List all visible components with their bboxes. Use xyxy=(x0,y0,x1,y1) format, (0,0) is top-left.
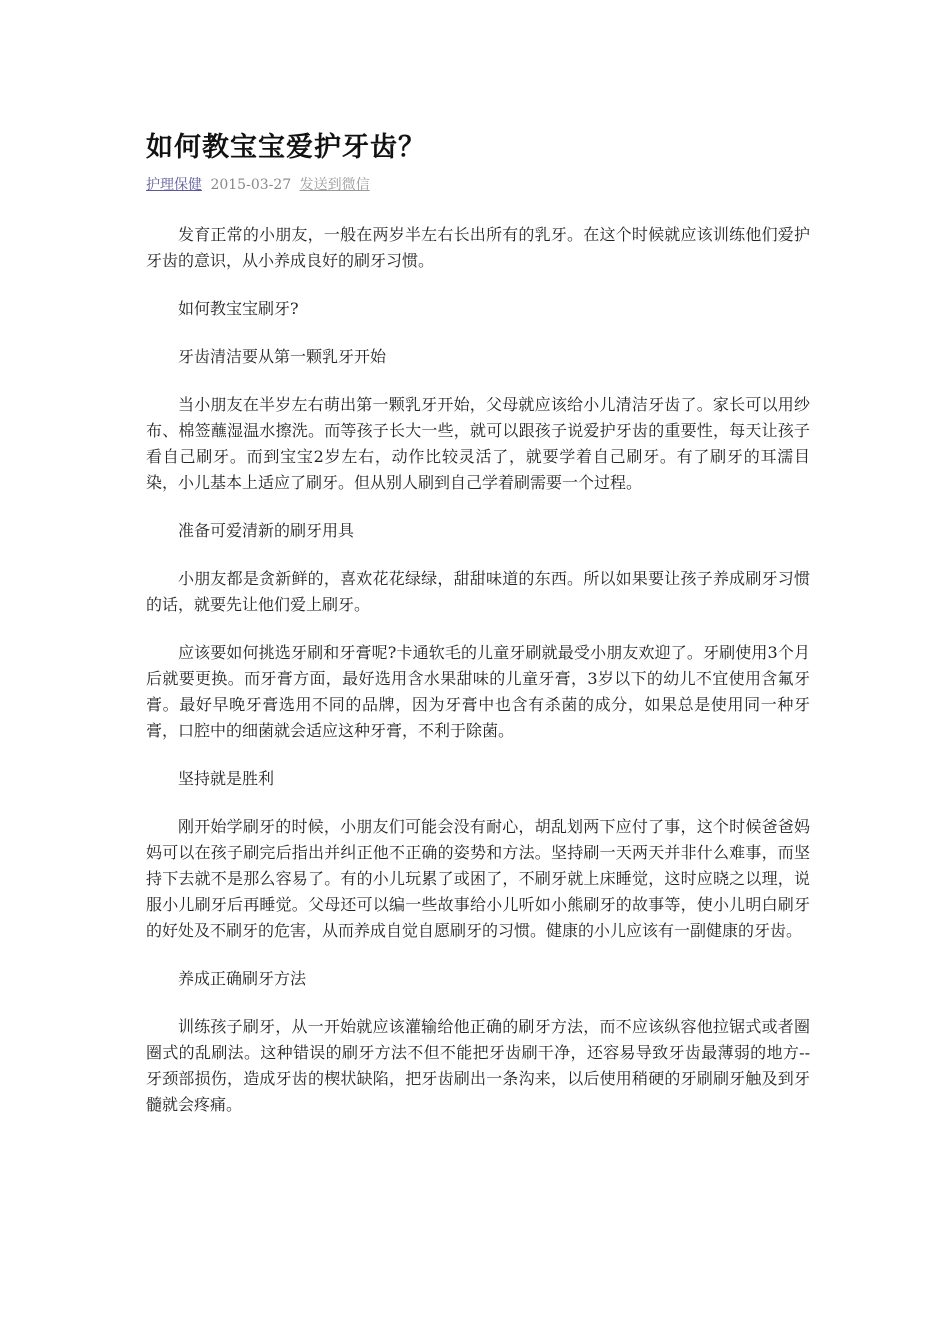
paragraph: 应该要如何挑选牙刷和牙膏呢?卡通软毛的儿童牙刷就最受小朋友欢迎了。牙刷使用3个月后就要更换。而牙膏方面，最好选用含水果甜味的儿童牙膏，3岁以下的幼儿不宜使用含氟牙膏。最好早晚牙膏选用不同的品牌，因为牙膏中也含有杀菌的成分，如果总是使用同一种牙膏，口腔中的细菌就会适应这种牙膏，不利于除菌。 xyxy=(146,643,810,740)
publish-date: 2015-03-27 xyxy=(210,177,292,193)
article-meta xyxy=(146,174,810,196)
paragraph: 当小朋友在半岁左右萌出第一颗乳牙开始，父母就应该给小儿清洁牙齿了。家长可以用纱布、棉签蘸湿温水擦洗。而等孩子长大一些，就可以跟孩子说爱护牙齿的重要性，每天让孩子看自己刷牙。而到宝宝2岁左右，动作比较灵活了，就要学着自己刷牙。有了刷牙的耳濡目染，小儿基本上适应了刷牙。但从别人刷到自己学着刷需要一个过程。 xyxy=(146,395,810,492)
section-heading: 牙齿清洁要从第一颗乳牙开始 xyxy=(178,347,387,366)
section-heading: 坚持就是胜利 xyxy=(178,769,275,788)
share-to-wechat-link[interactable]: 发送到微信 xyxy=(299,177,370,193)
category-link[interactable]: 护理保健 xyxy=(146,177,202,193)
article-title: 如何教宝宝爱护牙齿？ xyxy=(146,132,426,163)
paragraph: 刚开始学刷牙的时候，小朋友们可能会没有耐心，胡乱划两下应付了事，这个时候爸爸妈妈可以在孩子刷完后指出并纠正他不正确的姿势和方法。坚持刷一天两天并非什么难事，而坚持下去就不是那么容易了。有的小儿玩累了或困了，不刷牙就上床睡觉，这时应晓之以理，说服小儿刷牙后再睡觉。父母还可以编一些故事给小儿听如小熊刷牙的故事等，使小儿明白刷牙的好处及不刷牙的危害，从而养成自觉自愿刷牙的习惯。健康的小儿应该有一副健康的牙齿。 xyxy=(146,817,810,940)
section-heading: 养成正确刷牙方法 xyxy=(178,969,307,988)
article-body xyxy=(146,222,810,1118)
paragraph: 训练孩子刷牙，从一开始就应该灌输给他正确的刷牙方法，而不应该纵容他拉锯式或者圈圈式的乱刷法。这种错误的刷牙方法不但不能把牙齿刷干净，还容易导致牙齿最薄弱的地方--牙颈部损伤，造成牙齿的楔状缺陷，把牙齿刷出一条沟来，以后使用稍硬的牙刷刷牙触及到牙髓就会疼痛。 xyxy=(146,1017,810,1114)
section-heading: 如何教宝宝刷牙? xyxy=(178,299,299,318)
section-heading: 准备可爱清新的刷牙用具 xyxy=(178,521,355,540)
paragraph: 发育正常的小朋友，一般在两岁半左右长出所有的乳牙。在这个时候就应该训练他们爱护牙齿的意识，从小养成良好的刷牙习惯。 xyxy=(146,225,810,270)
paragraph: 小朋友都是贪新鲜的，喜欢花花绿绿，甜甜味道的东西。所以如果要让孩子养成刷牙习惯的话，就要先让他们爱上刷牙。 xyxy=(146,569,810,614)
article xyxy=(146,128,810,1140)
